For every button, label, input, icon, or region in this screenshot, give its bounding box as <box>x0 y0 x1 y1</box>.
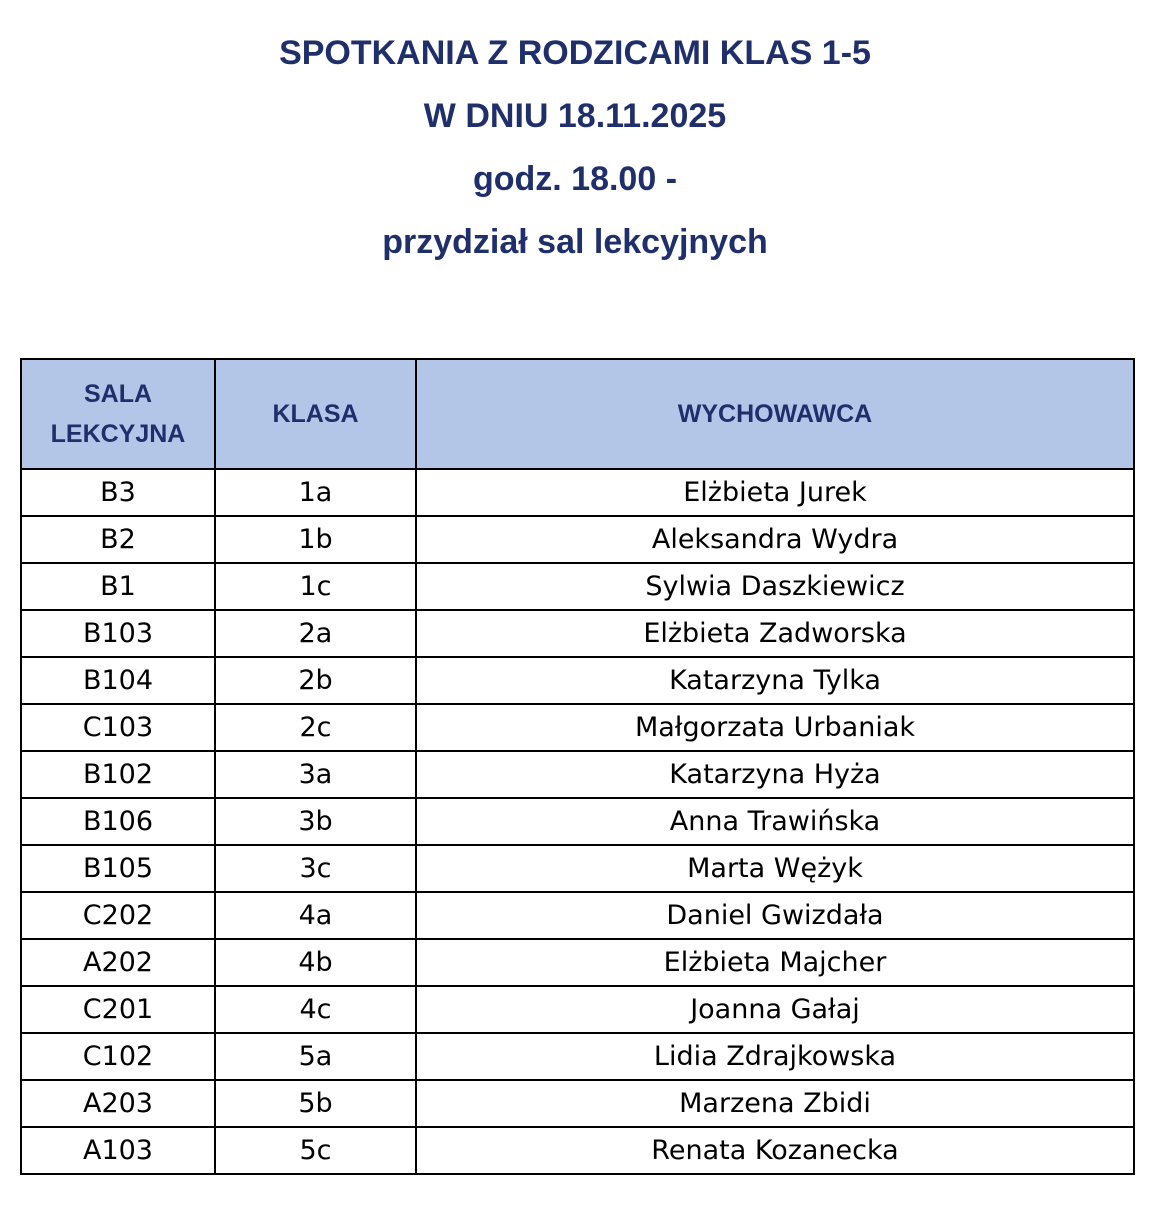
cell-teacher: Sylwia Daszkiewicz <box>416 563 1134 610</box>
cell-teacher: Elżbieta Jurek <box>416 469 1134 516</box>
cell-room: B104 <box>21 657 215 704</box>
document-title <box>0 24 1150 276</box>
table-row <box>21 1033 1134 1080</box>
title-line-4: przydział sal lekcyjnych <box>382 223 768 261</box>
table-row <box>21 610 1134 657</box>
header-room <box>21 359 215 469</box>
table-row <box>21 798 1134 845</box>
cell-teacher: Lidia Zdrajkowska <box>416 1033 1134 1080</box>
table-row <box>21 986 1134 1033</box>
cell-class: 4b <box>215 939 416 986</box>
cell-teacher: Renata Kozanecka <box>416 1127 1134 1174</box>
cell-room: B3 <box>21 469 215 516</box>
title-line-1: SPOTKANIA Z RODZICAMI KLAS 1-5 <box>279 34 871 72</box>
cell-room: B1 <box>21 563 215 610</box>
table-row <box>21 704 1134 751</box>
table-row <box>21 516 1134 563</box>
cell-teacher: Daniel Gwizdała <box>416 892 1134 939</box>
cell-teacher: Anna Trawińska <box>416 798 1134 845</box>
cell-class: 3a <box>215 751 416 798</box>
cell-class: 3b <box>215 798 416 845</box>
cell-class: 5a <box>215 1033 416 1080</box>
cell-room: C201 <box>21 986 215 1033</box>
cell-class: 5b <box>215 1080 416 1127</box>
table-row <box>21 751 1134 798</box>
cell-teacher: Marta Wężyk <box>416 845 1134 892</box>
cell-room: B103 <box>21 610 215 657</box>
cell-teacher: Małgorzata Urbaniak <box>416 704 1134 751</box>
cell-room: B105 <box>21 845 215 892</box>
table-row <box>21 469 1134 516</box>
cell-teacher: Elżbieta Zadworska <box>416 610 1134 657</box>
cell-class: 5c <box>215 1127 416 1174</box>
cell-room: A103 <box>21 1127 215 1174</box>
table-body <box>21 469 1134 1174</box>
cell-teacher: Marzena Zbidi <box>416 1080 1134 1127</box>
cell-class: 1b <box>215 516 416 563</box>
cell-room: B2 <box>21 516 215 563</box>
cell-teacher: Elżbieta Majcher <box>416 939 1134 986</box>
cell-teacher: Aleksandra Wydra <box>416 516 1134 563</box>
header-teacher: WYCHOWAWCA <box>416 359 1134 469</box>
cell-class: 2b <box>215 657 416 704</box>
table-row <box>21 1127 1134 1174</box>
header-class: KLASA <box>215 359 416 469</box>
table-row <box>21 939 1134 986</box>
title-line-3: godz. 18.00 - <box>472 160 678 198</box>
cell-room: A203 <box>21 1080 215 1127</box>
cell-room: C103 <box>21 704 215 751</box>
cell-teacher: Katarzyna Hyża <box>416 751 1134 798</box>
header-room-line-2: LEKCYJNA <box>50 420 186 448</box>
cell-teacher: Joanna Gałaj <box>416 986 1134 1033</box>
cell-class: 4c <box>215 986 416 1033</box>
cell-class: 4a <box>215 892 416 939</box>
table-row <box>21 892 1134 939</box>
table-header-row <box>21 359 1134 469</box>
cell-room: B102 <box>21 751 215 798</box>
header-room-line-1: SALA <box>83 380 153 408</box>
cell-room: B106 <box>21 798 215 845</box>
room-assignment-table <box>20 358 1135 1175</box>
table-row <box>21 657 1134 704</box>
cell-class: 1c <box>215 563 416 610</box>
cell-room: C202 <box>21 892 215 939</box>
title-line-2: W DNIU 18.11.2025 <box>423 97 727 135</box>
table-row <box>21 845 1134 892</box>
cell-class: 2a <box>215 610 416 657</box>
cell-class: 3c <box>215 845 416 892</box>
cell-room: C102 <box>21 1033 215 1080</box>
cell-teacher: Katarzyna Tylka <box>416 657 1134 704</box>
table-row <box>21 563 1134 610</box>
cell-class: 1a <box>215 469 416 516</box>
cell-room: A202 <box>21 939 215 986</box>
table-row <box>21 1080 1134 1127</box>
cell-class: 2c <box>215 704 416 751</box>
